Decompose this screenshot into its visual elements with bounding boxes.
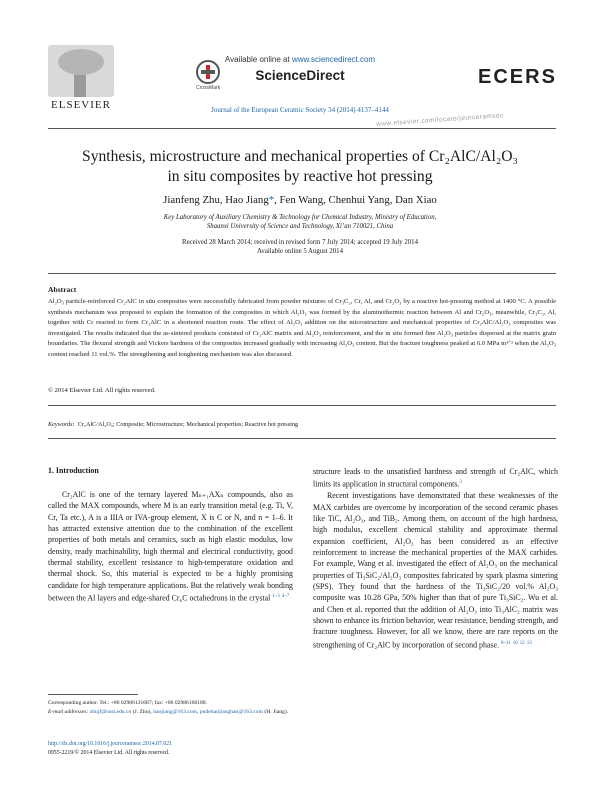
affiliation bbox=[60, 213, 540, 231]
citation-12[interactable]: 12 bbox=[519, 640, 525, 646]
title-line-1: Synthesis, microstructure and mechanical properties of Cr₂AlC/Al₂O₃ bbox=[82, 148, 518, 165]
citation-4-7[interactable]: 4–7 bbox=[281, 594, 290, 600]
citation-3[interactable]: 3 bbox=[459, 480, 462, 486]
publisher-name: ELSEVIER bbox=[51, 99, 111, 111]
email-link-1[interactable]: zhujf@sust.edu.cn bbox=[89, 708, 132, 715]
footnote-corresponding: Corresponding author. Tel.: +86 02986131687; fax: +86 02986168188. bbox=[48, 700, 208, 706]
title-line-2: in situ composites by reactive hot pressing bbox=[167, 168, 433, 185]
affiliation-line-2: Shaanxi University of Science and Technology, Xi’an 710021, China bbox=[206, 223, 394, 230]
citation-1-3[interactable]: 1–3 bbox=[272, 594, 280, 600]
article-dates bbox=[60, 238, 540, 256]
intro-right-paragraph-2 bbox=[313, 490, 558, 650]
abstract-text: Al₂O₃ particle-reinforced Cr₂AlC in situ composites were successfully fabricated from powder mixtures of Cr₃C₂, Cr, Al, and Cr₂O₃ by a reactive hot-pressing method at 1400 °C. A possible synthesis mechanism was proposed to explain the formation of the composites in which Al₂O₃ was formed by the aluminothermic reaction between Al and Cr₂O₃, meanwhile, Cr₃C₂, Al, together with Cr reacted to form Cr₂AlC in a shortened reaction route. The effect of Al₂O₃ addition on the microstructure and mechanical properties of Cr₂AlC/Al₂O₃ composites was investigated. The results indicated that the as-sintered products consisted of Cr₂AlC matrix and Al₂O₃ reinforcement, and the in situ formed fine Al₂O₃ particles dispersed at the matrix grain boundaries. The flexural strength and Vickers hardness of the composites increased gradually with increasing Al₂O₃ content. But the fracture toughness peaked at 6.0 MPa m¹ᐟ² when the Al₂O₃ content reached 11 vol.%. The strengthening and toughening mechanism was also discussed. bbox=[48, 298, 556, 358]
issn-line: 0955-2219/© 2014 Elsevier Ltd. All rights reserved. bbox=[48, 750, 170, 756]
footnote bbox=[48, 699, 293, 716]
keywords-rule bbox=[48, 438, 556, 439]
abstract-heading: Abstract bbox=[48, 285, 77, 294]
email-link-2[interactable]: haojiang@163.com bbox=[153, 708, 198, 715]
author-list bbox=[40, 194, 560, 206]
platform-name: ScienceDirect bbox=[255, 68, 345, 83]
email-label: E-mail addresses: bbox=[48, 708, 89, 715]
available-prefix: Available online at bbox=[224, 55, 290, 64]
available-online-date: Available online 5 August 2014 bbox=[257, 248, 343, 255]
keywords-label: Keywords: bbox=[48, 421, 75, 428]
doi-link[interactable]: http://dx.doi.org/10.1016/j.jeurceramsoc.2014.07.021 bbox=[48, 741, 173, 747]
abstract-bottom-rule bbox=[48, 405, 556, 406]
intro-right-text-1: structure leads to the unsatisfied hardness and strength of Cr₂AlC, which limits its application in structural components. bbox=[313, 467, 558, 489]
abstract-top-rule bbox=[48, 273, 556, 274]
crossmark-label: CrossMark bbox=[196, 85, 221, 91]
intro-left-column bbox=[48, 489, 293, 604]
availability-line bbox=[0, 55, 600, 64]
email-1-owner: (J. Zhu), bbox=[132, 708, 152, 715]
intro-right-column bbox=[313, 466, 558, 651]
sciencedirect-link[interactable]: www.sciencedirect.com bbox=[291, 55, 376, 64]
article-title bbox=[40, 147, 560, 187]
journal-citation[interactable]: Journal of the European Ceramic Society 34 (2014) 4137–4144 bbox=[211, 106, 389, 114]
header-rule bbox=[48, 128, 556, 129]
received-dates: Received 28 March 2014; received in revised form 7 July 2014; accepted 19 July 2014 bbox=[182, 239, 418, 246]
authors-part-a: Jianfeng Zhu, Hao Jiang bbox=[163, 194, 269, 206]
email-link-3[interactable]: pudeitaojianghao@163.com bbox=[199, 708, 263, 715]
society-logo: ECERS bbox=[478, 66, 557, 88]
keywords-text: Cr₂AlC/Al₂O₃; Composite; Microstructure; Mechanical properties; Reactive hot pressing bbox=[77, 421, 299, 428]
section-heading-introduction: 1. Introduction bbox=[48, 466, 99, 475]
corresponding-author-mark[interactable]: * bbox=[268, 194, 275, 206]
abstract-copyright: © 2014 Elsevier Ltd. All rights reserved. bbox=[48, 387, 156, 394]
footnote-emails: E-mail addresses: zhujf@sust.edu.cn (J. Zhu), haojiang@163.com, pudeitaojianghao@163.com (H. Jiang). bbox=[48, 708, 289, 715]
citation-8-11[interactable]: 8–11 bbox=[500, 640, 511, 646]
authors-part-b: , Fen Wang, Chenhui Yang, Dan Xiao bbox=[274, 194, 437, 206]
intro-left-text: Cr₂AlC is one of the ternary layered Mₙ₊₁AXₙ compounds, also as called the MAX compounds, where M is an early transition metal (e.g. Ti, V, Cr, Ta etc.), A is a IIIA or IVA-group element, X is C or N, and n = 1–6. It has attracted extensive attention due to the combination of the excellent properties of both metals and ceramics, such as high elastic modulus, low density, ready machinability, high thermal and electrical conductivity, good thermal stability, excellent resistance to high-temperature oxidation and thermal shock. So, this material is expected to be a highly promising candidate for high temperature applications. But the relatively weak bonding between the Al layers and edge-shared Cr₆C octahedrons in the crystal bbox=[48, 490, 293, 603]
citation-13[interactable]: 13 bbox=[526, 640, 532, 646]
journal-homepage-url[interactable]: www.elsevier.com/locate/jeurceramsoc bbox=[376, 112, 504, 128]
intro-right-paragraph-1 bbox=[313, 466, 558, 490]
affiliation-line-1: Key Laboratory of Auxiliary Chemistry & Technology for Chemical Industry, Ministry of Education, bbox=[163, 214, 437, 221]
intro-right-text-2: Recent investigations have demonstrated that these weaknesses of the MAX carbides are overcome by incorporation of the second ceramic phases like TiC, Al₂O₃, and TiB₂. Among them, on account of the high hardness, high modulus, excellent chemical stability and approximate thermal expansion coefficient, Al₂O₃ has been considered as an effective reinforcement to increase the mechanical properties of the MAX carbides. For example, Wang et al. investigated the effect of Al₂O₃ on the mechanical properties of Ti₃SiC₂/Al₂O₃ composites fabricated by spark plasma sintering (SPS). They found that the hardness of the Ti₃SiC₂/20 vol.% Al₂O₃ composite was 10.28 GPa, 50% higher than that of pure Ti₃SiC₂. Wu et al. and Chen et al. reported that the addition of Al₂O₃ into Ti₃AlC₂ matrix was shown to enhance its friction behavior, wear resistance, bending strength, and fracture toughness. However, for all we know, there are rare reports on the strengthening of Cr₂AlC by incorporation of second phase. bbox=[313, 491, 558, 650]
email-3-owner: (H. Jiang). bbox=[264, 708, 289, 715]
citation-10[interactable]: 10 bbox=[512, 640, 518, 646]
footnote-rule bbox=[48, 694, 138, 695]
keywords bbox=[48, 421, 298, 428]
